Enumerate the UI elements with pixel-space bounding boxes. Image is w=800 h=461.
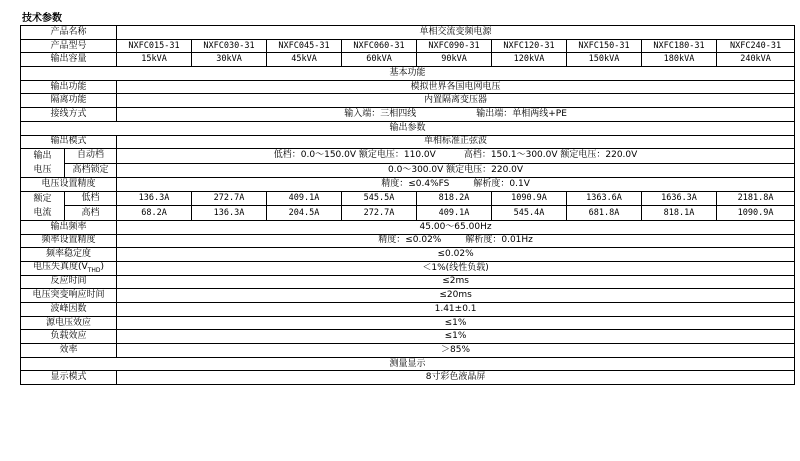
row-label: 输出功能 bbox=[21, 80, 117, 94]
row-label: 输出频率 bbox=[21, 220, 117, 234]
row-display-mode bbox=[21, 371, 795, 385]
row-value: 0.0～300.0V 额定电压：220.0V bbox=[117, 163, 795, 178]
value-cell: 681.8A bbox=[567, 206, 642, 221]
value-cell: 818.1A bbox=[642, 206, 717, 221]
row-response-time bbox=[21, 275, 795, 289]
row-value: ≤20ms bbox=[117, 289, 795, 303]
row-isolation bbox=[21, 94, 795, 108]
row-label: 负载效应 bbox=[21, 330, 117, 344]
row-value: ≤0.02% bbox=[117, 248, 795, 262]
row-value: 内置隔离变压器 bbox=[117, 94, 795, 108]
row-load-effect bbox=[21, 330, 795, 344]
row-value: 模拟世界各国电网电压 bbox=[117, 80, 795, 94]
row-wiring bbox=[21, 108, 795, 122]
row-value: ＞85% bbox=[117, 344, 795, 358]
row-output-function bbox=[21, 80, 795, 94]
row-crest-factor bbox=[21, 303, 795, 317]
value-cell: 204.5A bbox=[267, 206, 342, 221]
row-label: 接线方式 bbox=[21, 108, 117, 122]
section-header: 测量显示 bbox=[21, 357, 795, 371]
value-cell: NXFC045-31 bbox=[267, 39, 342, 53]
group-label bbox=[21, 191, 65, 220]
resolution: 解析度：0.01Hz bbox=[465, 235, 533, 246]
value-cell: 409.1A bbox=[417, 206, 492, 221]
row-section-output bbox=[21, 121, 795, 135]
row-source-effect bbox=[21, 316, 795, 330]
row-label bbox=[21, 261, 117, 275]
row-product-name bbox=[21, 26, 795, 40]
group-label-line1: 额定 bbox=[33, 193, 52, 204]
row-value bbox=[117, 108, 795, 122]
group-label-line2: 电压 bbox=[33, 165, 52, 176]
row-value: 8寸彩色液晶屏 bbox=[117, 371, 795, 385]
value-cell: NXFC120-31 bbox=[492, 39, 567, 53]
row-current-low bbox=[21, 191, 795, 206]
row-label: 低档 bbox=[65, 191, 117, 206]
value-cell: 150kVA bbox=[567, 53, 642, 67]
section-header: 基本功能 bbox=[21, 67, 795, 81]
row-label: 产品型号 bbox=[21, 39, 117, 53]
value-cell: NXFC240-31 bbox=[717, 39, 795, 53]
row-label: 波峰因数 bbox=[21, 303, 117, 317]
row-freq-precision bbox=[21, 234, 795, 248]
value-cell: 120kVA bbox=[492, 53, 567, 67]
voltage-auto-high: 高档：150.1～300.0V 额定电压：220.0V bbox=[463, 150, 638, 161]
row-label: 高档 bbox=[65, 206, 117, 221]
precision: 精度：≤0.02% bbox=[378, 235, 442, 246]
wiring-output: 输出端：单相两线+PE bbox=[476, 108, 567, 119]
wiring-input: 输入端：三相四线 bbox=[344, 108, 417, 119]
row-value bbox=[117, 178, 795, 192]
row-value: ≤1% bbox=[117, 316, 795, 330]
value-cell: 1363.6A bbox=[567, 191, 642, 206]
resolution: 解析度：0.1V bbox=[473, 179, 530, 190]
label-main: 电压失真度(V bbox=[33, 261, 88, 272]
row-value: 45.00～65.00Hz bbox=[117, 220, 795, 234]
row-value: 单相交流变频电源 bbox=[117, 26, 795, 40]
row-label: 效率 bbox=[21, 344, 117, 358]
value-cell: 15kVA bbox=[117, 53, 192, 67]
value-cell: 272.7A bbox=[192, 191, 267, 206]
row-surge-response bbox=[21, 289, 795, 303]
section-header: 输出参数 bbox=[21, 121, 795, 135]
row-label: 频率稳定度 bbox=[21, 248, 117, 262]
value-cell: NXFC030-31 bbox=[192, 39, 267, 53]
row-capacity bbox=[21, 53, 795, 67]
row-current-high bbox=[21, 206, 795, 221]
value-cell: 240kVA bbox=[717, 53, 795, 67]
label-subscript: THD bbox=[87, 266, 101, 274]
row-label: 电压突变响应时间 bbox=[21, 289, 117, 303]
row-label: 频率设置精度 bbox=[21, 234, 117, 248]
value-cell: 68.2A bbox=[117, 206, 192, 221]
value-cell: 545.4A bbox=[492, 206, 567, 221]
value-cell: 136.3A bbox=[117, 191, 192, 206]
row-value: ＜1%(线性负载) bbox=[117, 261, 795, 275]
value-cell: 180kVA bbox=[642, 53, 717, 67]
value-cell: 409.1A bbox=[267, 191, 342, 206]
value-cell: NXFC015-31 bbox=[117, 39, 192, 53]
row-value: 单相标准正弦波 bbox=[117, 135, 795, 149]
group-label-line2: 电流 bbox=[33, 207, 52, 218]
label-end: ) bbox=[100, 261, 104, 272]
value-cell: 272.7A bbox=[342, 206, 417, 221]
row-label: 源电压效应 bbox=[21, 316, 117, 330]
value-cell: 30kVA bbox=[192, 53, 267, 67]
row-label: 电压设置精度 bbox=[21, 178, 117, 192]
row-label: 产品名称 bbox=[21, 26, 117, 40]
value-cell: 818.2A bbox=[417, 191, 492, 206]
value-cell: 136.3A bbox=[192, 206, 267, 221]
value-cell: NXFC180-31 bbox=[642, 39, 717, 53]
section-title: 技术参数 bbox=[22, 13, 62, 24]
value-cell: 1636.3A bbox=[642, 191, 717, 206]
row-section-display bbox=[21, 357, 795, 371]
row-models bbox=[21, 39, 795, 53]
voltage-auto-low: 低档：0.0～150.0V 额定电压：110.0V bbox=[273, 150, 436, 161]
row-label: 自动档 bbox=[65, 149, 117, 164]
value-cell: 90kVA bbox=[417, 53, 492, 67]
row-value bbox=[117, 234, 795, 248]
row-value: ≤1% bbox=[117, 330, 795, 344]
row-efficiency bbox=[21, 344, 795, 358]
row-output-mode bbox=[21, 135, 795, 149]
row-label: 隔离功能 bbox=[21, 94, 117, 108]
value-cell: 1090.9A bbox=[492, 191, 567, 206]
spec-table bbox=[20, 25, 795, 385]
row-value: 1.41±0.1 bbox=[117, 303, 795, 317]
row-output-freq bbox=[21, 220, 795, 234]
group-label bbox=[21, 149, 65, 178]
row-label: 输出容量 bbox=[21, 53, 117, 67]
row-label: 高档锁定 bbox=[65, 163, 117, 178]
row-freq-stability bbox=[21, 248, 795, 262]
row-label: 显示模式 bbox=[21, 371, 117, 385]
row-voltage-precision bbox=[21, 178, 795, 192]
precision: 精度：≤0.4%FS bbox=[381, 179, 450, 190]
row-distortion bbox=[21, 261, 795, 275]
value-cell: 2181.8A bbox=[717, 191, 795, 206]
row-section-basic bbox=[21, 67, 795, 81]
value-cell: 545.5A bbox=[342, 191, 417, 206]
row-label: 反应时间 bbox=[21, 275, 117, 289]
row-value bbox=[117, 149, 795, 164]
row-label: 输出模式 bbox=[21, 135, 117, 149]
row-voltage-auto bbox=[21, 149, 795, 164]
value-cell: 60kVA bbox=[342, 53, 417, 67]
value-cell: NXFC150-31 bbox=[567, 39, 642, 53]
value-cell: 1090.9A bbox=[717, 206, 795, 221]
value-cell: NXFC090-31 bbox=[417, 39, 492, 53]
row-voltage-lock bbox=[21, 163, 795, 178]
group-label-line1: 输出 bbox=[33, 151, 52, 162]
value-cell: NXFC060-31 bbox=[342, 39, 417, 53]
row-value: ≤2ms bbox=[117, 275, 795, 289]
value-cell: 45kVA bbox=[267, 53, 342, 67]
